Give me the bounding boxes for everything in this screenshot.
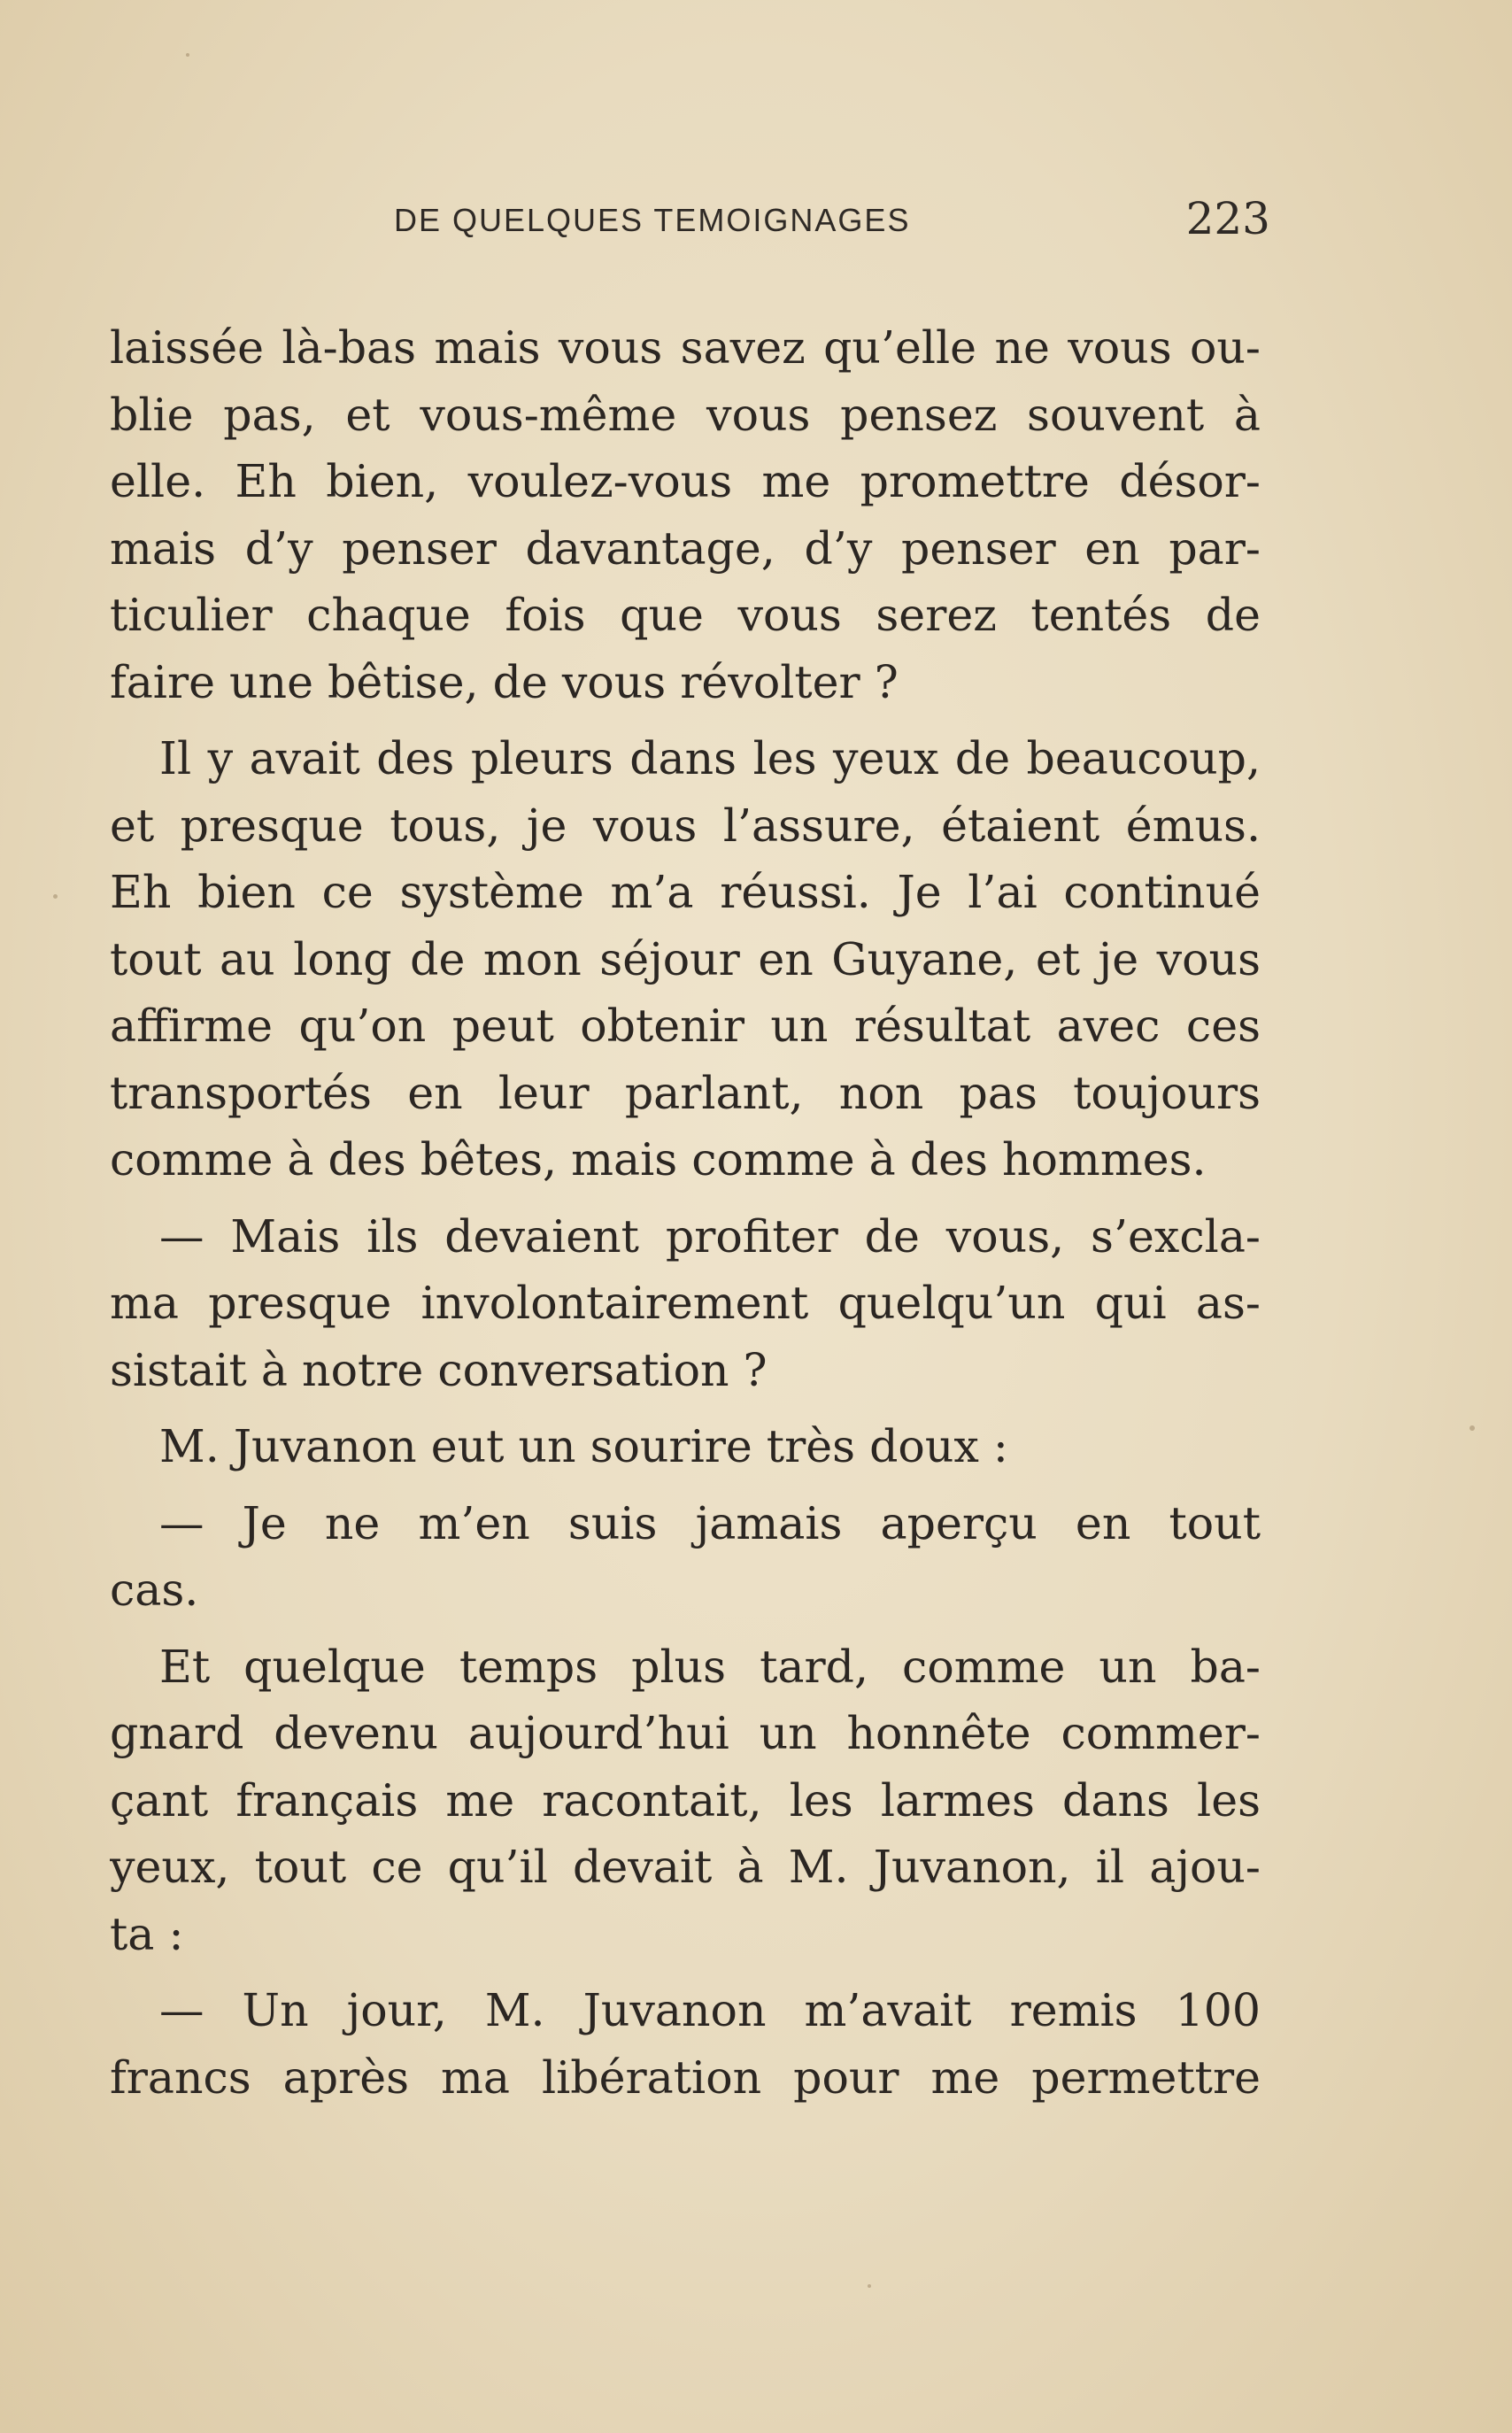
text-line: tout au long de mon séjour en Guyane, et je vous: [110, 932, 1261, 985]
text-line: M. Juvanon eut un sourire très doux :: [159, 1420, 1008, 1472]
text-line: transportés en leur parlant, non pas toujours: [110, 1066, 1261, 1119]
text-line: affirme qu’on peut obtenir un résultat avec ces: [110, 1000, 1261, 1052]
text-line: — Mais ils devaient profiter de vous, s’excla-: [159, 1209, 1261, 1263]
text-line: mais d’y penser davantage, d’y penser en par-: [110, 521, 1261, 575]
paragraph-gap: [110, 715, 1261, 725]
paper-speck: [1470, 1425, 1475, 1431]
paper-speck: [53, 894, 58, 899]
running-title: DE QUELQUES TEMOIGNAGES: [394, 202, 911, 238]
text-line: faire une bêtise, de vous révolter ?: [110, 655, 899, 708]
text-line: ma presque involontairement quelqu’un qui as-: [110, 1277, 1261, 1329]
text-line: comme à des bêtes, mais comme à des hommes.: [110, 1133, 1207, 1186]
page-number: 223: [1185, 193, 1270, 244]
paragraph-gap: [110, 1193, 1261, 1203]
text-line: ta :: [110, 1907, 184, 1960]
page-header: [394, 193, 1270, 255]
paragraph-gap: [110, 1403, 1261, 1413]
text-line: çant français me racontait, les larmes dans les: [110, 1773, 1261, 1827]
text-line: et presque tous, je vous l’assure, étaient émus.: [110, 799, 1261, 852]
text-line: Il y avait des pleurs dans les yeux de beaucoup,: [159, 732, 1261, 784]
text-line: gnard devenu aujourd’hui un honnête commer-: [110, 1707, 1261, 1759]
text-line: — Je ne m’en suis jamais aperçu en tout: [159, 1496, 1261, 1549]
text-line: laissée là-bas mais vous savez qu’elle ne vous ou-: [110, 321, 1261, 374]
paragraph-gap: [110, 1624, 1261, 1634]
text-line: ticulier chaque fois que vous serez tentés de: [110, 589, 1261, 641]
text-line: cas.: [110, 1564, 199, 1616]
text-line: blie pas, et vous-même vous pensez souvent à: [110, 388, 1261, 441]
text-line: elle. Eh bien, voulez-vous me promettre désor-: [110, 455, 1261, 507]
text-line: francs après ma libération pour me permettre: [110, 2051, 1261, 2104]
paper-speck: [868, 2284, 871, 2288]
text-line: sistait à notre conversation ?: [110, 1343, 768, 1396]
paper-speck: [186, 53, 189, 57]
paragraph-gap: [110, 1967, 1261, 1977]
text-line: Eh bien ce système m’a réussi. Je l’ai continué: [110, 866, 1261, 918]
body-text: [110, 314, 1261, 2111]
text-line: yeux, tout ce qu’il devait à M. Juvanon, il ajou-: [110, 1841, 1261, 1893]
paragraph-gap: [110, 1480, 1261, 1490]
text-line: Et quelque temps plus tard, comme un ba-: [159, 1640, 1261, 1693]
text-line: — Un jour, M. Juvanon m’avait remis 100: [159, 1984, 1261, 2036]
